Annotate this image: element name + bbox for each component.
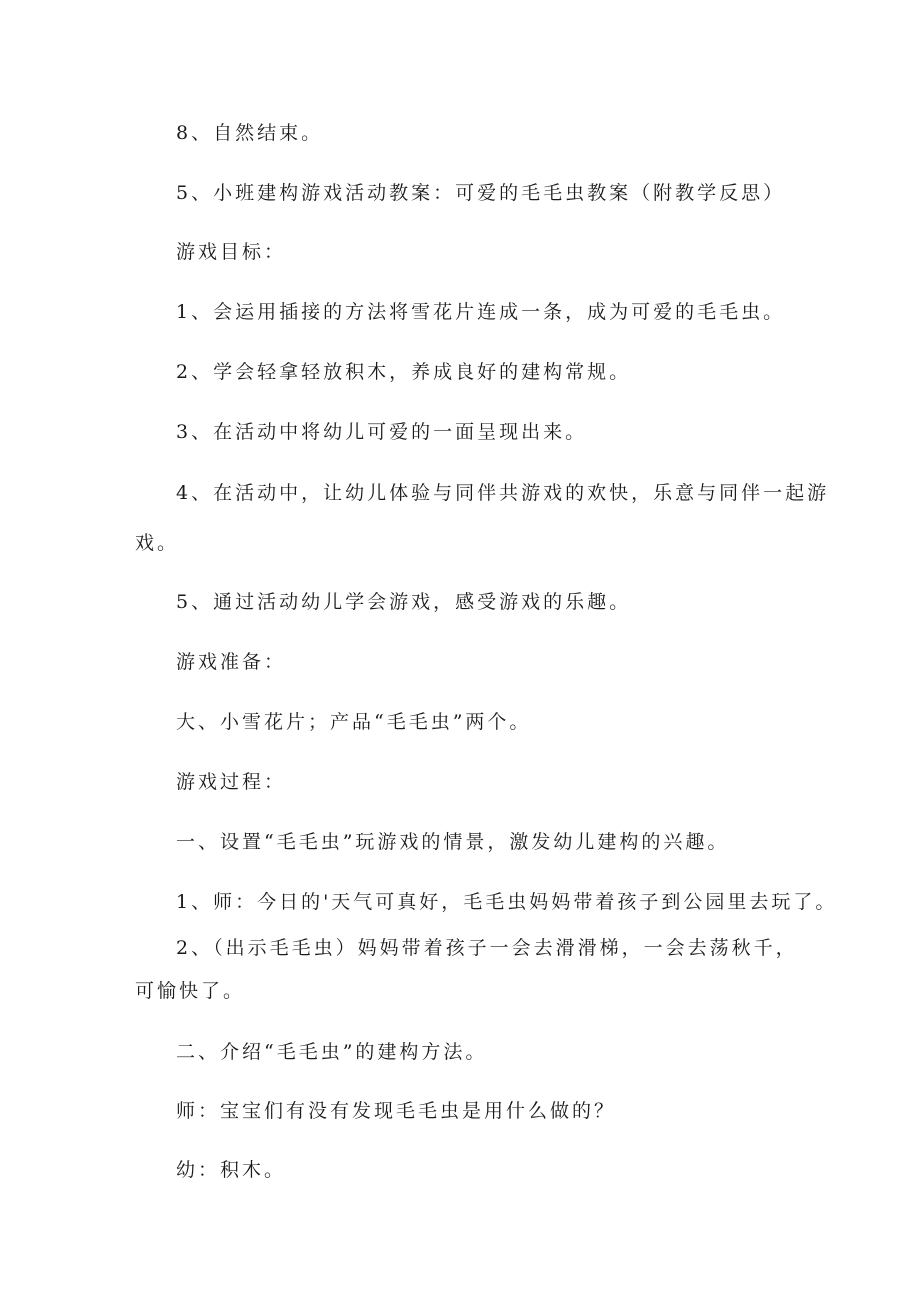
text-line-lesson-title: 5、小班建构游戏活动教案：可爱的毛毛虫教案（附教学反思） [176, 182, 786, 204]
text-line-step-one-2-continued: 可愉快了。 [135, 980, 246, 1002]
text-line-ending: 8、自然结束。 [176, 122, 324, 144]
text-line-prep-heading: 游戏准备： [176, 651, 287, 673]
text-line-goal-3: 3、在活动中将幼儿可爱的一面呈现出来。 [176, 421, 588, 443]
text-line-goal-4-continued: 戏。 [135, 532, 180, 554]
text-line-prep-materials: 大、小雪花片；产品“毛毛虫”两个。 [176, 711, 532, 733]
text-line-goal-5: 5、通过活动幼儿学会游戏，感受游戏的乐趣。 [176, 591, 632, 613]
text-line-teacher-question: 师：宝宝们有没有发现毛毛虫是用什么做的？ [176, 1100, 617, 1122]
text-line-goal-1: 1、会运用插接的方法将雪花片连成一条，成为可爱的毛毛虫。 [176, 301, 786, 323]
text-line-goal-4: 4、在活动中，让幼儿体验与同伴共游戏的欢快，乐意与同伴一起游 [176, 482, 830, 504]
text-line-step-one-1: 1、师：今日的'天气可真好，毛毛虫妈妈带着孩子到公园里去玩了。 [176, 891, 838, 913]
text-line-process-heading: 游戏过程： [176, 771, 287, 793]
text-line-goals-heading: 游戏目标： [176, 241, 287, 263]
text-line-step-two: 二、介绍“毛毛虫”的建构方法。 [176, 1041, 488, 1063]
text-line-goal-2: 2、学会轻拿轻放积木，养成良好的建构常规。 [176, 361, 632, 383]
text-line-child-answer: 幼：积木。 [176, 1159, 287, 1181]
text-line-step-one: 一、设置“毛毛虫”玩游戏的情景，激发幼儿建构的兴趣。 [176, 831, 730, 853]
text-line-step-one-2: 2、（出示毛毛虫）妈妈带着孩子一会去滑滑梯，一会去荡秋千， [176, 937, 798, 959]
